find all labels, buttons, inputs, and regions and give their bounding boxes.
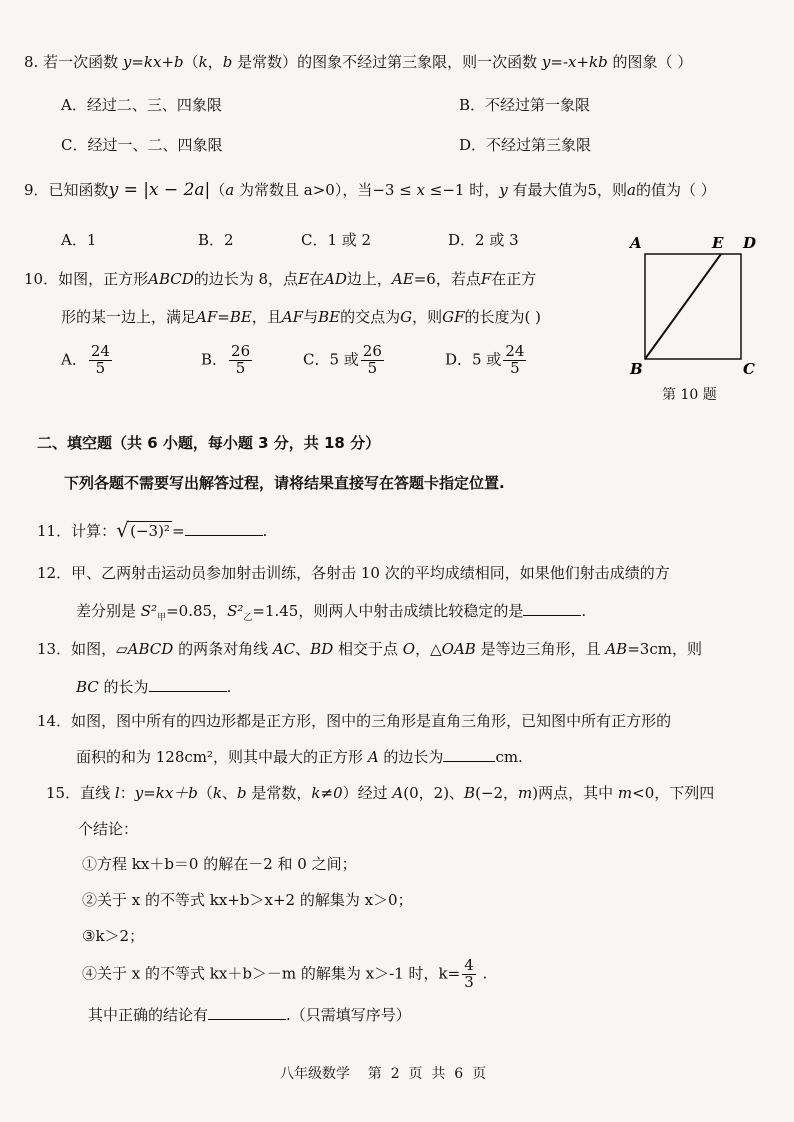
q9-function: y = |x − 2a| bbox=[108, 180, 211, 200]
q10-point-g: G bbox=[400, 308, 413, 326]
q10-figure-caption: 第 10 题 bbox=[662, 387, 717, 403]
q13-point-o: O bbox=[402, 640, 416, 658]
q14-unit: cm. bbox=[495, 748, 523, 766]
q8-number: 8. bbox=[24, 53, 39, 71]
q10-text: 的边长为 8，点 bbox=[193, 270, 299, 288]
q10-option-label: B． bbox=[201, 350, 228, 369]
q8-text: ， bbox=[207, 53, 223, 71]
q15-conclusion-2: ②关于 x 的不等式 kx+b＞x+2 的解集为 x＞0； bbox=[82, 891, 413, 909]
q12-number: 12． bbox=[37, 564, 72, 582]
q12-variance-symbol: S² bbox=[227, 602, 244, 620]
q10-text: 在 bbox=[309, 270, 325, 288]
q10-option-label: C．5 或 bbox=[303, 350, 359, 369]
q8-option-a: A．经过二、三、四象限 bbox=[61, 96, 222, 114]
q11-sqrt bbox=[116, 518, 172, 542]
q13-segment-ab: AB bbox=[605, 640, 628, 658]
question-12-line-1 bbox=[37, 562, 670, 583]
section-2-instruction: 下列各题不需要写出解答过程，请将结果直接写在答题卡指定位置. bbox=[64, 474, 505, 492]
q15-text: <0，下列四 bbox=[632, 784, 715, 802]
q10-segment-gf: GF bbox=[442, 308, 465, 326]
q15-text: (0，2)、 bbox=[403, 784, 465, 802]
q15-conclusion-3: ③k＞2； bbox=[82, 927, 145, 945]
q8-text: 的图象（ ） bbox=[607, 53, 693, 71]
q9-option-a: A．1 bbox=[61, 231, 97, 249]
q15-var-k: k bbox=[212, 784, 223, 802]
q12-text: 差分别是 bbox=[76, 602, 141, 620]
denominator: 3 bbox=[464, 972, 474, 991]
question-12-line-2 bbox=[76, 600, 586, 623]
q9-option-c: C．1 或 2 bbox=[301, 231, 372, 249]
section-2-title: 二、填空题（共 6 小题，每小题 3 分，共 18 分） bbox=[37, 434, 381, 452]
q13-text: . bbox=[226, 678, 232, 696]
q15-text: 其中正确的结论有 bbox=[88, 1006, 209, 1024]
denominator: 5 bbox=[367, 358, 378, 377]
q13-text: 是等边三角形，且 bbox=[475, 640, 606, 658]
q9-text: 已知函数 bbox=[48, 181, 109, 199]
q10-option-a-fraction bbox=[89, 344, 112, 377]
q10-segment-af: AF bbox=[281, 308, 304, 326]
q15-text: )两点，其中 bbox=[532, 784, 618, 802]
q10-figure bbox=[624, 230, 774, 405]
question-10-line-2 bbox=[61, 306, 541, 327]
question-13-line-2 bbox=[76, 676, 231, 697]
q10-option-c bbox=[303, 344, 386, 377]
q10-text: 的长度为( ) bbox=[464, 308, 541, 326]
q15-condition: k≠0 bbox=[311, 784, 343, 802]
segment-be bbox=[645, 254, 721, 359]
question-9 bbox=[24, 179, 716, 200]
numerator: 24 bbox=[90, 342, 110, 360]
q15-var-m: m bbox=[617, 784, 633, 802]
q15-text: 是常数， bbox=[246, 784, 312, 802]
q9-var-y: y bbox=[499, 181, 508, 199]
q12-subscript: 甲 bbox=[157, 613, 167, 623]
q9-var-x: x bbox=[416, 181, 426, 199]
q10-segment-af: AF bbox=[196, 308, 218, 326]
q10-segment-be: BE bbox=[229, 308, 252, 326]
q10-text: 如图，正方形 bbox=[58, 270, 149, 288]
q14-text: 的边长为 bbox=[378, 748, 444, 766]
square-abcd bbox=[645, 254, 741, 359]
numerator: 26 bbox=[362, 342, 382, 360]
q13-diagonal-ac: AC bbox=[272, 640, 296, 658]
q10-text: 与 bbox=[303, 308, 319, 326]
q15-answer-blank[interactable] bbox=[208, 1004, 286, 1020]
radical-sign-icon: √ bbox=[116, 518, 129, 542]
question-14-line-1 bbox=[37, 710, 671, 731]
q12-text: . bbox=[581, 602, 587, 620]
q15-var-m: m bbox=[518, 784, 533, 802]
q10-text: 在正方 bbox=[491, 270, 537, 288]
q15-number: 15． bbox=[46, 784, 81, 802]
q15-line-2: 个结论： bbox=[78, 820, 139, 838]
q15-point-b: B bbox=[464, 784, 476, 802]
q13-diagonal-bd: BD bbox=[310, 640, 334, 658]
q15-fraction bbox=[462, 958, 476, 991]
q10-segment-ae: AE bbox=[391, 270, 414, 288]
q13-parallelogram: ▱ABCD bbox=[116, 640, 174, 658]
q10-number: 10． bbox=[24, 270, 59, 288]
q9-var-a: a bbox=[627, 181, 636, 199]
question-10-line-1 bbox=[24, 268, 536, 289]
q15-answer-line bbox=[88, 1004, 411, 1025]
q14-text: 面积的和为 128cm²，则其中最大的正方形 bbox=[76, 748, 368, 766]
q10-text: ，且 bbox=[251, 308, 282, 326]
q10-point-e: E bbox=[298, 270, 310, 288]
q15-text: (−2， bbox=[475, 784, 519, 802]
q11-number: 11． bbox=[37, 522, 72, 540]
q12-text: =0.85， bbox=[166, 602, 228, 620]
q14-square-a: A bbox=[367, 748, 379, 766]
q9-text: 为常数且 a>0），当−3 ≤ bbox=[234, 181, 417, 199]
numerator: 4 bbox=[464, 956, 474, 974]
q15-function: y=kx＋b bbox=[134, 784, 198, 802]
q9-option-b: B．2 bbox=[198, 231, 234, 249]
q13-text: 的两条对角线 bbox=[173, 640, 273, 658]
q15-conclusion-1: ①方程 kx＋b＝0 的解在－2 和 0 之间； bbox=[82, 855, 357, 873]
q8-function-2: y=-x+kb bbox=[541, 53, 608, 71]
label-b: B bbox=[630, 360, 643, 378]
q10-square-name: ABCD bbox=[148, 270, 194, 288]
question-11 bbox=[37, 520, 267, 541]
q9-text: ≤−1 时， bbox=[425, 181, 500, 199]
q8-var-b: b bbox=[222, 53, 233, 71]
q13-answer-blank[interactable] bbox=[149, 676, 227, 692]
q11-answer-blank[interactable] bbox=[185, 520, 263, 536]
q8-option-d: D．不经过第三象限 bbox=[459, 136, 592, 154]
q10-text: 边上， bbox=[346, 270, 392, 288]
q10-text: 的交点为 bbox=[340, 308, 401, 326]
q13-text: 的长为 bbox=[98, 678, 149, 696]
q12-text: =1.45，则两人中射击成绩比较稳定的是 bbox=[252, 602, 524, 620]
q10-option-label: A． bbox=[61, 350, 87, 369]
q15-text: ④关于 x 的不等式 kx＋b＞－m 的解集为 x＞-1 时，k= bbox=[82, 964, 461, 983]
q13-text: 相交于点 bbox=[333, 640, 403, 658]
q13-text: 如图， bbox=[71, 640, 117, 658]
numerator: 26 bbox=[231, 342, 251, 360]
q14-answer-blank[interactable] bbox=[443, 746, 495, 762]
q12-answer-blank[interactable] bbox=[523, 600, 581, 616]
question-15-line-1 bbox=[46, 782, 714, 803]
q10-side-ad: AD bbox=[324, 270, 347, 288]
numerator: 24 bbox=[505, 342, 525, 360]
q8-text: 是常数）的图象不经过第三象限，则一次函数 bbox=[232, 53, 542, 71]
q9-text: 的值为（ ） bbox=[635, 181, 716, 199]
denominator: 5 bbox=[510, 358, 520, 377]
q15-text: ： bbox=[119, 784, 135, 802]
q15-text: .（只需填写序号） bbox=[286, 1006, 411, 1024]
q11-text: = bbox=[171, 522, 185, 540]
q15-text: 、 bbox=[222, 784, 238, 802]
q15-var-b: b bbox=[237, 784, 247, 802]
q10-option-d bbox=[445, 344, 528, 377]
q10-option-b-fraction bbox=[229, 344, 252, 377]
q11-text: . bbox=[262, 522, 268, 540]
q11-radicand: (−3)² bbox=[130, 522, 170, 540]
q14-number: 14． bbox=[37, 712, 72, 730]
q15-text: . bbox=[477, 964, 488, 983]
q10-text: ，则 bbox=[412, 308, 443, 326]
q9-option-d: D．2 或 3 bbox=[448, 231, 519, 249]
q10-option-a bbox=[61, 344, 114, 377]
q13-text: 、 bbox=[295, 640, 311, 658]
q10-option-label: D．5 或 bbox=[445, 350, 502, 369]
q10-option-b bbox=[201, 344, 254, 377]
q10-option-d-fraction bbox=[503, 344, 526, 377]
q8-option-b: B．不经过第一象限 bbox=[459, 96, 591, 114]
label-a: A bbox=[630, 234, 642, 252]
q15-point-a: A bbox=[392, 784, 404, 802]
q15-text: 直线 bbox=[80, 784, 115, 802]
q9-text: （ bbox=[210, 181, 226, 199]
q11-text: 计算： bbox=[71, 522, 117, 540]
q15-line-l: l bbox=[114, 784, 120, 802]
q8-function-1: y=kx+b bbox=[122, 53, 184, 71]
q12-text: 甲、乙两射击运动员参加射击训练，各射击 10 次的平均成绩相同，如果他们射击成绩的方 bbox=[71, 564, 670, 582]
q15-text: ）经过 bbox=[342, 784, 393, 802]
q8-option-c: C．经过一、二、四象限 bbox=[61, 136, 223, 154]
q13-text: ，△ bbox=[415, 640, 442, 658]
q13-triangle-oab: OAB bbox=[441, 640, 476, 658]
q10-option-c-fraction bbox=[361, 344, 384, 377]
q12-variance-symbol: S² bbox=[140, 602, 158, 620]
question-14-line-2 bbox=[76, 746, 523, 767]
q9-var-a: a bbox=[225, 181, 235, 199]
q13-number: 13． bbox=[37, 640, 72, 658]
q8-text: 若一次函数 bbox=[43, 53, 123, 71]
q15-conclusion-4 bbox=[82, 958, 487, 991]
q10-segment-be: BE bbox=[318, 308, 341, 326]
q10-text: =6，若点 bbox=[413, 270, 481, 288]
question-13-line-1 bbox=[37, 638, 702, 659]
q13-segment-bc: BC bbox=[76, 678, 99, 696]
denominator: 5 bbox=[95, 358, 106, 377]
denominator: 5 bbox=[235, 358, 246, 377]
label-c: C bbox=[743, 360, 755, 378]
q13-text: =3cm，则 bbox=[627, 640, 702, 658]
q14-text: 如图，图中所有的四边形都是正方形，图中的三角形是直角三角形，已知图中所有正方形的 bbox=[71, 712, 672, 730]
q10-text: = bbox=[217, 308, 230, 326]
q8-var-k: k bbox=[198, 53, 208, 71]
page-footer: 八年级数学 第 2 页 共 6 页 bbox=[280, 1066, 487, 1082]
question-8 bbox=[24, 51, 692, 72]
q9-text: 有最大值为5，则 bbox=[507, 181, 628, 199]
q12-subscript: 乙 bbox=[243, 613, 253, 623]
q15-text: （ bbox=[197, 784, 213, 802]
q10-point-f: F bbox=[480, 270, 492, 288]
label-d: D bbox=[743, 234, 757, 252]
q9-number: 9． bbox=[24, 181, 49, 199]
q10-text: 形的某一边上，满足 bbox=[61, 308, 197, 326]
q8-text: （ bbox=[183, 53, 199, 71]
label-e: E bbox=[712, 234, 724, 252]
